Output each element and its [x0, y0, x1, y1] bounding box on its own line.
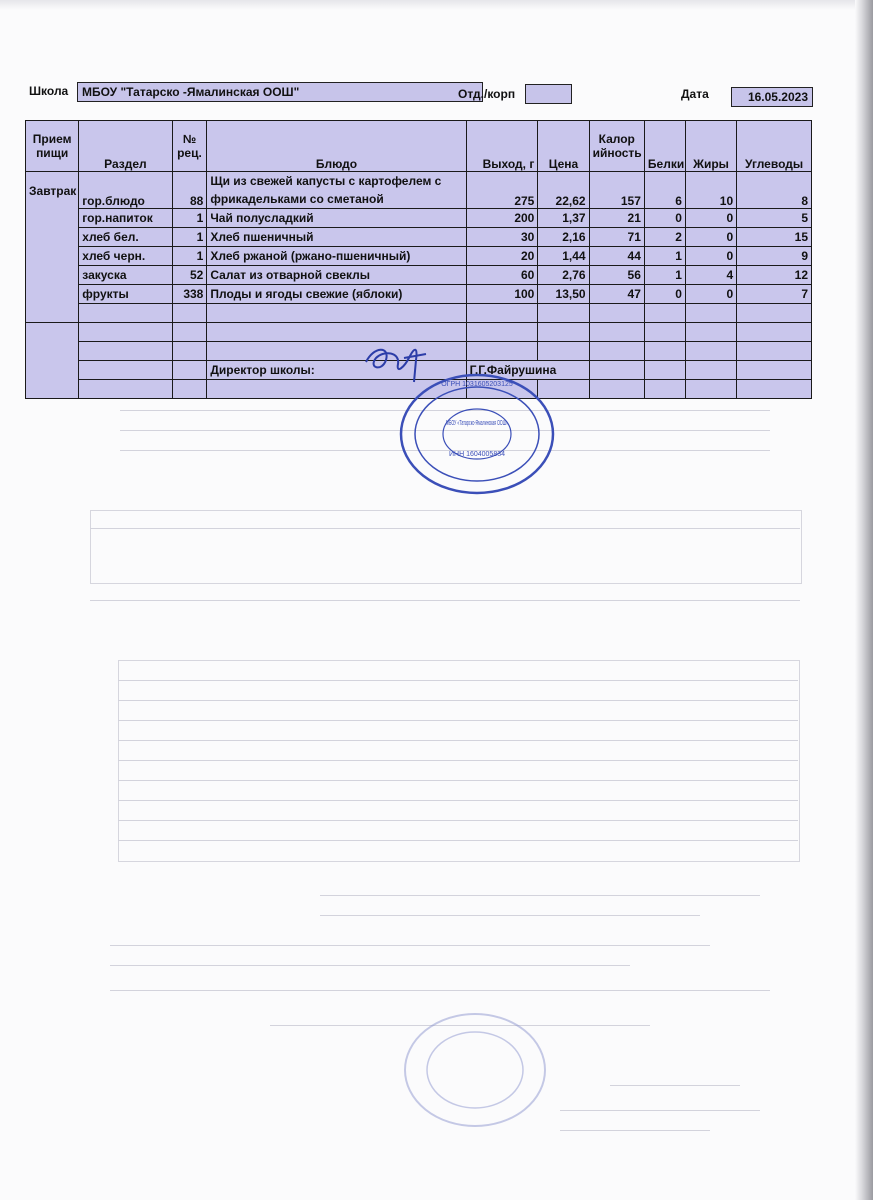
section-cell: хлеб бел. — [79, 228, 172, 247]
fat-cell: 10 — [685, 172, 736, 209]
col-yield: Выход, г — [466, 121, 538, 172]
scan-top-edge — [0, 0, 873, 10]
recipe-cell: 1 — [172, 209, 207, 228]
dish-line: Щи из свежей капусты с картофелем с — [210, 174, 442, 188]
col-recipe: № рец. — [172, 121, 207, 172]
table-row — [26, 228, 812, 247]
protein-cell: 6 — [644, 172, 685, 209]
yield-cell: 30 — [466, 228, 538, 247]
stamp-school-text: МБОУ «Татарско-Ямалинская ООШ» — [446, 420, 509, 427]
director-name: Г.Г.Файрушина — [466, 361, 589, 380]
price-cell: 13,50 — [538, 285, 589, 304]
carbs-cell: 15 — [737, 228, 812, 247]
col-section: Раздел — [79, 121, 172, 172]
col-price: Цена — [538, 121, 589, 172]
table-row — [26, 266, 812, 285]
dept-field — [525, 84, 572, 104]
col-fat: Жиры — [685, 121, 736, 172]
price-cell: 2,16 — [538, 228, 589, 247]
col-dish: Блюдо — [207, 121, 466, 172]
recipe-cell: 1 — [172, 247, 207, 266]
protein-cell: 2 — [644, 228, 685, 247]
section-cell: хлеб черн. — [79, 247, 172, 266]
table-header-row — [26, 121, 812, 172]
carbs-cell: 8 — [737, 172, 812, 209]
col-carbs: Углеводы — [737, 121, 812, 172]
col-meal: Прием пищи — [26, 121, 79, 172]
price-cell: 1,44 — [538, 247, 589, 266]
dish-cell: Хлеб пшеничный — [207, 228, 466, 247]
price-cell: 1,37 — [538, 209, 589, 228]
kcal-cell: 56 — [589, 266, 644, 285]
fat-cell: 0 — [685, 247, 736, 266]
section-cell: гор.блюдо — [79, 172, 172, 209]
yield-cell: 100 — [466, 285, 538, 304]
stamp-inn: ИНН 1604005834 — [448, 451, 506, 458]
protein-cell: 0 — [644, 209, 685, 228]
kcal-cell: 157 — [589, 172, 644, 209]
dish-cell: Салат из отварной свеклы — [207, 266, 466, 285]
dish-cell: Хлеб ржаной (ржано-пшеничный) — [207, 247, 466, 266]
price-cell: 2,76 — [538, 266, 589, 285]
section-cell: закуска — [79, 266, 172, 285]
table-row — [26, 285, 812, 304]
col-protein: Белки — [644, 121, 685, 172]
dish-line: фрикадельками со сметаной — [210, 192, 384, 206]
carbs-cell: 9 — [737, 247, 812, 266]
yield-cell: 275 — [466, 172, 538, 209]
stamp-ogrn: ОГРН 1031605203125 — [441, 381, 513, 388]
recipe-cell: 1 — [172, 228, 207, 247]
col-kcal: Калор ийность — [589, 121, 644, 172]
dish-cell: Чай полусладкий — [207, 209, 466, 228]
meal-cell: Завтрак — [26, 172, 79, 323]
reverse-stamp-ghost — [400, 1010, 550, 1130]
school-stamp — [398, 372, 556, 496]
kcal-cell: 71 — [589, 228, 644, 247]
protein-cell: 1 — [644, 266, 685, 285]
dish-cell — [207, 172, 466, 209]
protein-cell: 0 — [644, 285, 685, 304]
carbs-cell: 5 — [737, 209, 812, 228]
school-name-field: МБОУ "Татарско -Ямалинская ООШ" — [77, 82, 483, 102]
kcal-cell: 21 — [589, 209, 644, 228]
yield-cell: 20 — [466, 247, 538, 266]
fat-cell: 0 — [685, 228, 736, 247]
kcal-cell: 47 — [589, 285, 644, 304]
scan-right-edge — [855, 0, 873, 1200]
dish-cell: Плоды и ягоды свежие (яблоки) — [207, 285, 466, 304]
date-label: Дата — [681, 87, 709, 101]
dept-label: Отд./корп — [458, 87, 516, 101]
school-label: Школа — [29, 84, 69, 98]
price-cell: 22,62 — [538, 172, 589, 209]
kcal-cell: 44 — [589, 247, 644, 266]
recipe-cell: 52 — [172, 266, 207, 285]
table-row — [26, 209, 812, 228]
recipe-cell: 338 — [172, 285, 207, 304]
carbs-cell: 12 — [737, 266, 812, 285]
protein-cell: 1 — [644, 247, 685, 266]
table-row-empty — [26, 304, 812, 323]
fat-cell: 0 — [685, 285, 736, 304]
carbs-cell: 7 — [737, 285, 812, 304]
section-cell: гор.напиток — [79, 209, 172, 228]
director-label: Директор школы: — [207, 361, 466, 380]
date-field: 16.05.2023 — [731, 87, 813, 107]
fat-cell: 0 — [685, 209, 736, 228]
fat-cell: 4 — [685, 266, 736, 285]
yield-cell: 60 — [466, 266, 538, 285]
yield-cell: 200 — [466, 209, 538, 228]
section-cell: фрукты — [79, 285, 172, 304]
table-row — [26, 172, 812, 209]
recipe-cell: 88 — [172, 172, 207, 209]
table-row — [26, 247, 812, 266]
